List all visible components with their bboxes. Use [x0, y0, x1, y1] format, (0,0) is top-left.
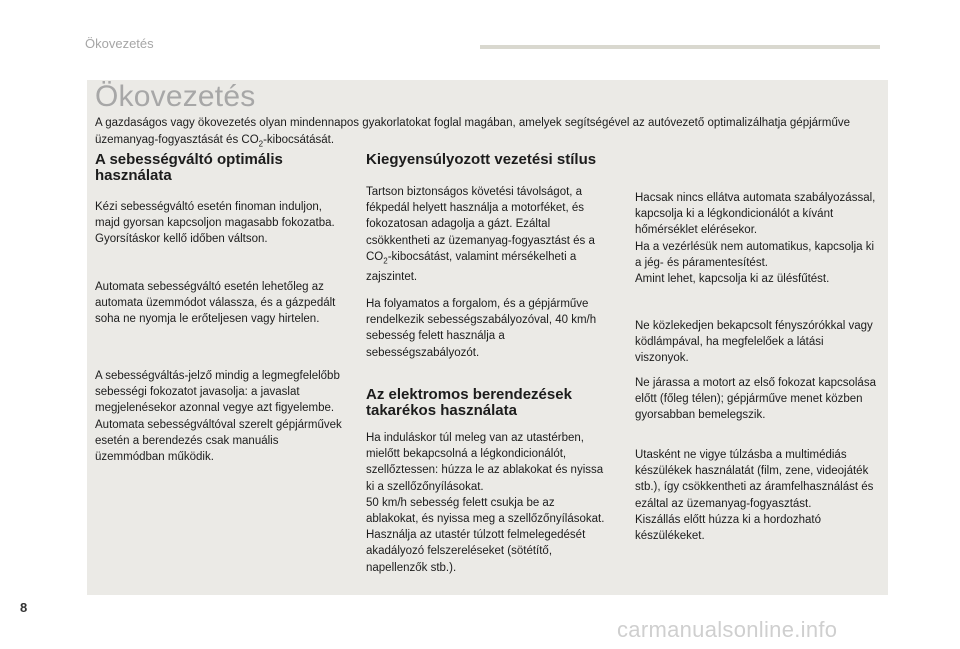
driving-style-heading: Kiegyensúlyozott vezetési stílus	[366, 151, 597, 168]
electrical-paragraph-multimedia: Utasként ne vigye túlzásba a multimédiás készülékek használatát (film, zene, videojáték stb.), így csökkentheti az áramfelhasználást és ezáltal az üzemanyag-fogyasztást. Kiszállás előtt húzza ki a hordozható készülékeket.	[635, 449, 874, 543]
watermark: carmanualsonline.info	[617, 617, 838, 642]
electrical-paragraph-engine: Ne járassa a motort az első fokozat kapcsolása előtt (főleg télen); gépjárműve menet közben gyorsabban bemelegszik.	[635, 377, 876, 422]
content-panel	[87, 80, 888, 595]
page-title: Ökovezetés	[95, 80, 256, 113]
intro-paragraph: A gazdaságos vagy ökovezetés olyan mindennapos gyakorlatokat foglal magában, amelyek segítségével az autóvezető optimalizálhatja gépjárműve üzemanyag-fogyasztását és $CO_2$-kibocsátását.	[95, 117, 850, 149]
gearbox-paragraph-manual: Kézi sebességváltó esetén finoman induljon, majd gyorsan kapcsoljon magasabb fokozatba. Gyorsításkor kellő időben váltson.	[95, 201, 335, 246]
gearbox-heading: A sebességváltó optimális használata	[95, 151, 283, 184]
driving-style-paragraph-distance: Tartson biztonságos követési távolságot, a fékpedál helyett használja a motorféket, és fokozatosan adagolja a gázt. Ezáltal csökkentheti az üzemanyag-fogyasztást és a $CO_2$-kibocsátást, valamint mérsékelheti a zajszintet.	[366, 186, 595, 284]
electrical-heading: Az elektromos berendezések takarékos használata	[366, 386, 572, 419]
electrical-paragraph: Ha induláskor túl meleg van az utastérben, mielőtt bekapcsolná a légkondicionálót, szellőztessen: húzza le az ablakokat és nyissa ki a szellőzőnyílásokat. 50 km/h sebesség felett csukja be az ablakokat, és nyissa meg a szellőzőnyílásokat. Használja az utastér túlzott felmelegedését akadályozó felszereléseket (sötétítő, napellenzők stb.).	[366, 432, 605, 574]
electrical-paragraph-lights: Ne közlekedjen bekapcsolt fényszórókkal vagy ködlámpával, ha megfelelőek a látási viszonyok.	[635, 320, 873, 365]
driving-style-paragraph-cruise: Ha folyamatos a forgalom, és a gépjárműve rendelkezik sebességszabályozóval, 40 km/h sebesség felett használja a sebességszabályozót.	[366, 298, 597, 359]
header-rule	[480, 45, 880, 49]
running-header: Ökovezetés	[85, 36, 154, 51]
electrical-paragraph-ac: Hacsak nincs ellátva automata szabályozással, kapcsolja ki a légkondicionálót a kívánt hőmérséklet elérésekor. Ha a vezérlésük nem automatikus, kapcsolja ki a jég- és páramentesítést. Amint lehet, kapcsolja ki az ülésfűtést.	[635, 192, 876, 286]
gearbox-paragraph-automatic: Automata sebességváltó esetén lehetőleg az automata üzemmódot válassza, és a gázpedált soha ne nyomja le erőteljesen vagy hirtelen.	[95, 281, 336, 326]
page-number: 8	[20, 600, 28, 615]
gearbox-paragraph-indicator: A sebességváltás-jelző mindig a legmegfelelőbb sebességi fokozatot javasolja: a javaslat megjelenésekor azonnal vegye azt figyelembe. Automata sebességváltóval szerelt gépjárművek esetén a berendezés csak manuális üzemmódban működik.	[95, 370, 342, 464]
